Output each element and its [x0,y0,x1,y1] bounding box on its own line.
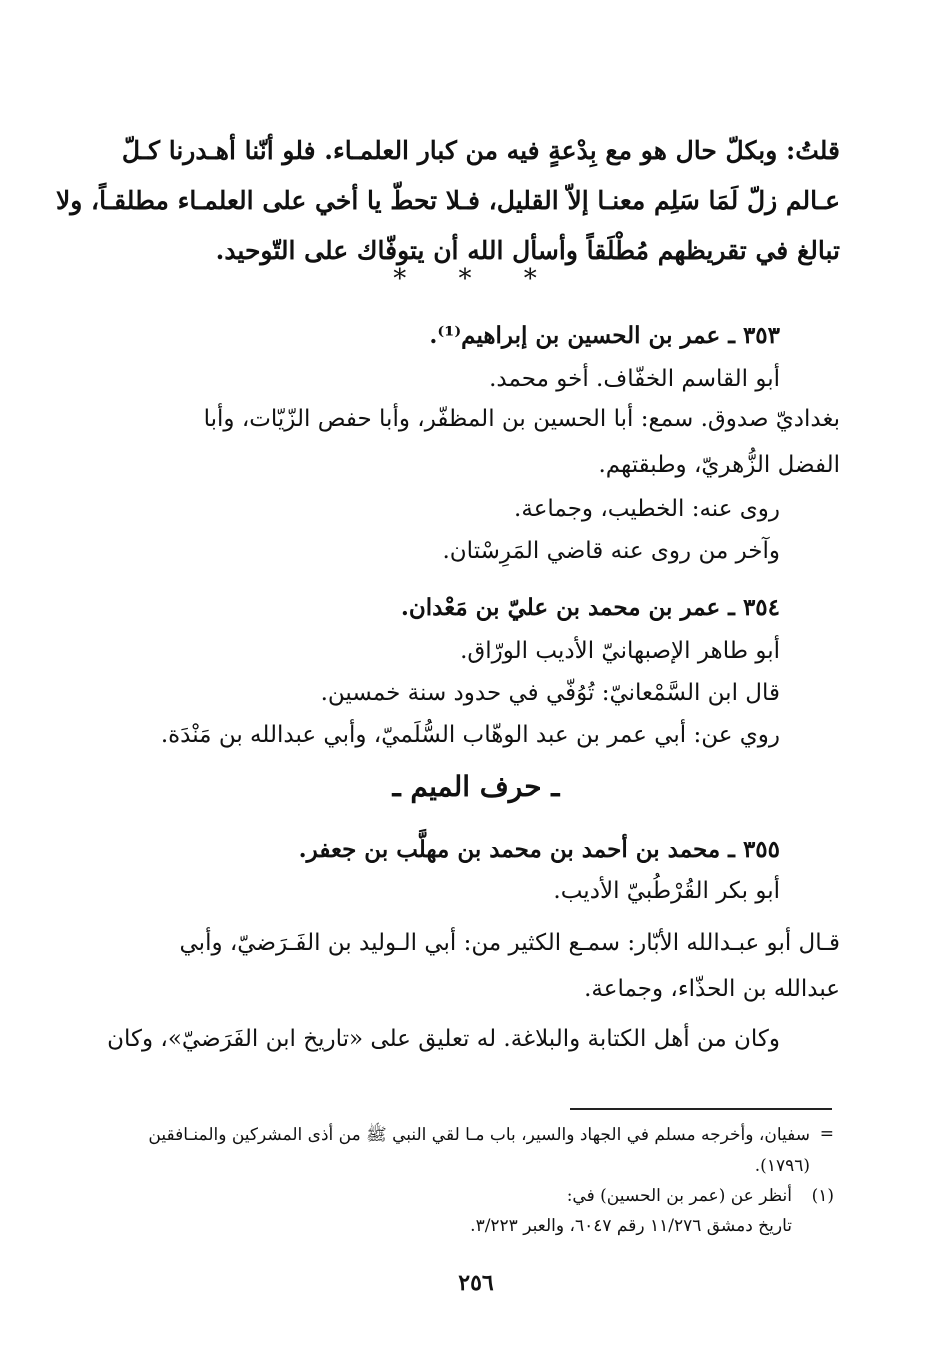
entry-355-line: أبو بكر القُرْطُبيّ الأديب. [553,878,780,904]
entry-354-line: روي عن: أبي عمر بن عبد الوهّاب السُّلَميّ، وأبي عبدالله بن مَنْدَة. [160,722,780,748]
entry-353-line: وآخر من روى عنه قاضي المَرِسْتان. [442,538,780,564]
entry-353-heading: ٣٥٣ ـ عمر بن الحسين بن إبراهيم⁽¹⁾. [429,322,780,349]
footnote-rule [570,1108,832,1110]
entry-353-line: روى عنه: الخطيب، وجماعة. [514,496,780,522]
page-number: ٢٥٦ [458,1270,494,1296]
entry-355-line: وكان من أهل الكتابة والبلاغة. له تعليق على «تاريخ ابن الفَرَضيّ»، وكان [107,1026,780,1052]
footnote-1-number: (١) [811,1186,834,1206]
opening-line: عـالم زلّ لَمَا سَلِم معنـا إلاّ القليل، فـلا تحطّ يا أخي على العلمـاء مطلقـاً، ولا [56,186,840,215]
footnote-1-line: أنظر عن (عمر بن الحسين) في: [566,1186,792,1206]
footnote-1-line: تاريخ دمشق ١١/٢٧٦ رقم ٦٠٤٧، والعبر ٣/٢٢٣. [470,1216,792,1236]
section-separator: * * * [393,264,559,294]
opening-line: قلتُ: وبكلّ حال هو مع بِدْعةٍ فيه من كبار العلمـاء. فلو أنّنا أهـدرنا كـلّ [121,136,840,165]
footnote-continued-text: سفيان، وأخرجه مسلم في الجهاد والسير، باب مـا لقي النبي ﷺ من أذى المشركين والمنـافقين [148,1125,810,1145]
entry-355-heading: ٣٥٥ ـ محمد بن أحمد بن محمد بن مهلَّب بن جعفر. [298,836,780,863]
entry-354-line: قال ابن السَّمْعانيّ: تُوُفّي في حدود سنة خمسين. [320,680,780,706]
opening-line: تبالغ في تقريظهم مُطْلَقاً وأسأل الله أن يتوفّاك على التّوحيد. [215,236,840,265]
entry-353-line: الفضل الزُّهريّ، وطبقتهم. [598,452,840,478]
section-title: ـ حرف الميم ـ [392,770,560,803]
opening-paragraph [56,126,840,276]
entry-353-line: أبو القاسم الخفّاف. أخو محمد. [489,366,780,392]
entry-353-line: بغداديّ صدوق. سمع: أبا الحسين بن المظفّر، وأبا حفص الزّيّات، وأبا [203,406,840,432]
footnote-continued-text: (١٧٩٦). [754,1156,810,1176]
footnote-continued-marker: = [819,1124,834,1144]
entry-355-line: عبدالله بن الحذّاء، وجماعة. [584,976,840,1002]
entry-354-line: أبو طاهر الإصبهانيّ الأديب الورّاق. [460,638,780,664]
entry-354-heading: ٣٥٤ ـ عمر بن محمد بن عليّ بن مَعْدان. [400,594,780,621]
entry-355-line: قـال أبو عبـدالله الأبّار: سمـع الكثير من: أبي الـوليد بن الفَـرَضيّ، وأبي [179,930,840,956]
